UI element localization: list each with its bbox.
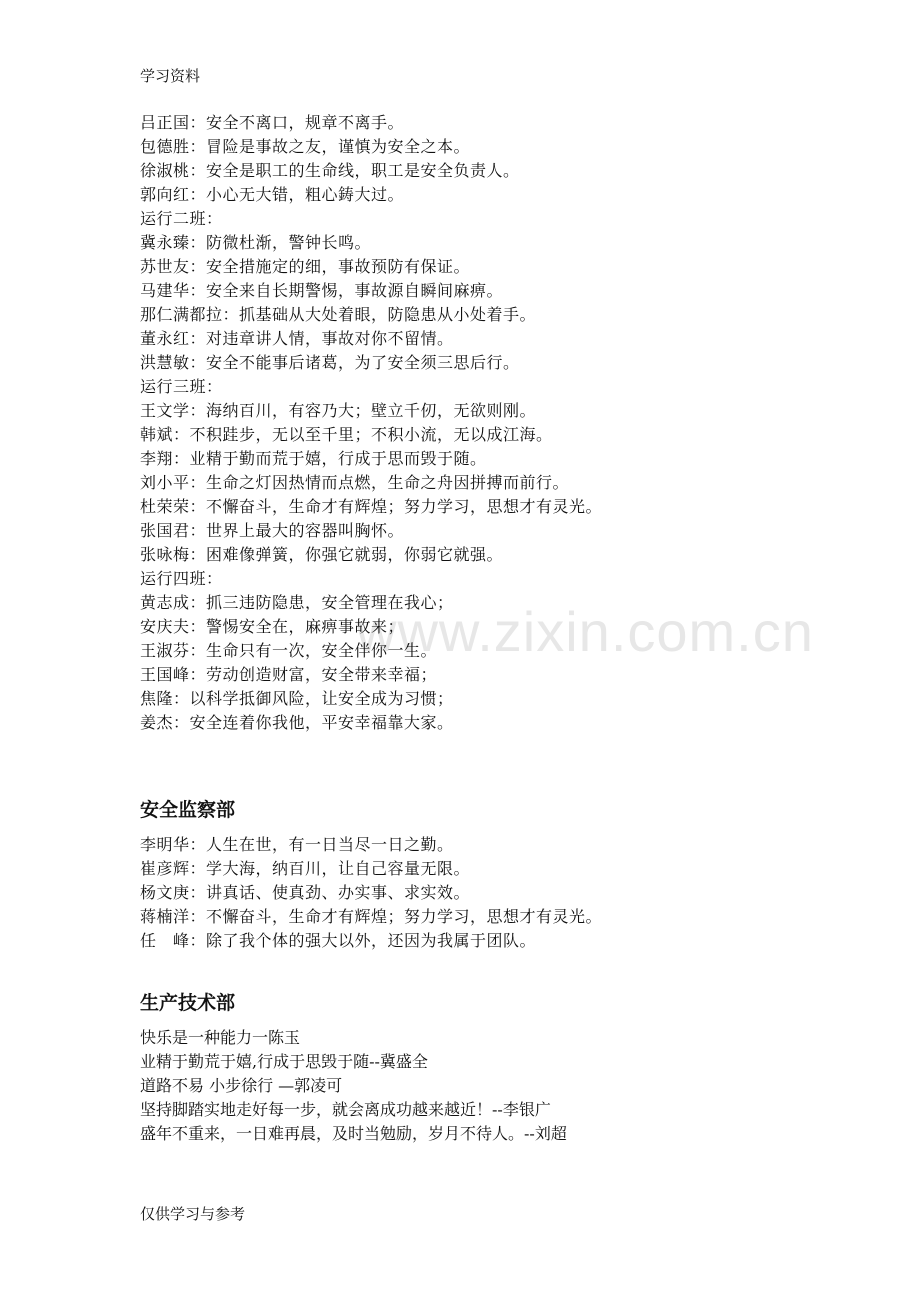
top-quote-list <box>140 111 880 735</box>
quote-line: 李明华：人生在世，有一日当尽一日之勤。 <box>140 835 454 854</box>
quote-line: 那仁满都拉：抓基础从大处着眼，防隐患从小处着手。 <box>140 305 537 324</box>
quote-line: 焦隆：以科学抵御风险，让安全成为习惯； <box>140 689 454 708</box>
quote-line: 快乐是一种能力一陈玉 <box>140 1028 301 1047</box>
quote-line: 李翔：业精于勤而荒于嬉，行成于思而毁于随。 <box>140 449 487 468</box>
quote-line: 安庆夫：警惕安全在，麻痹事故来； <box>140 617 405 636</box>
quote-line: 盛年不重来，一日难再晨，及时当勉励，岁月不待人。--刘超 <box>140 1124 567 1143</box>
group-label: 运行四班： <box>140 569 223 588</box>
quote-line: 包德胜：冒险是事故之友，谨慎为安全之本。 <box>140 137 471 156</box>
watermark: www.zixin.com.cn <box>356 600 814 663</box>
page-footer: 仅供学习与参考 <box>140 1205 246 1223</box>
quote-line: 道路不易 小步徐行 —郭凌可 <box>140 1076 343 1095</box>
group-label: 运行三班： <box>140 377 223 396</box>
safety-quote-list <box>140 833 880 953</box>
group-label: 运行二班： <box>140 209 223 228</box>
quote-line: 蒋楠洋：不懈奋斗，生命才有辉煌；努力学习，思想才有灵光。 <box>140 907 603 926</box>
quote-line: 王文学：海纳百川，有容乃大；壁立千仞，无欲则刚。 <box>140 401 537 420</box>
quote-line: 董永红：对违章讲人情，事故对你不留情。 <box>140 329 454 348</box>
quote-line: 姜杰：安全连着你我他，平安幸福靠大家。 <box>140 713 454 732</box>
quote-line: 杨文庚：讲真话、使真劲、办实事、求实效。 <box>140 883 471 902</box>
quote-line: 刘小平：生命之灯因热情而点燃，生命之舟因拼搏而前行。 <box>140 473 570 492</box>
quote-line: 韩斌：不积跬步，无以至千里；不积小流，无以成江海。 <box>140 425 553 444</box>
quote-line: 任 峰：除了我个体的强大以外，还因为我属于团队。 <box>140 931 537 950</box>
section-heading-tech: 生产技术部 <box>140 992 236 1014</box>
quote-line: 洪慧敏：安全不能事后诸葛，为了安全须三思后行。 <box>140 353 520 372</box>
quote-line: 业精于勤荒于嬉,行成于思毁于随--冀盛全 <box>140 1052 428 1071</box>
quote-line: 马建华：安全来自长期警惕，事故源自瞬间麻痹。 <box>140 281 504 300</box>
quote-line: 张国君：世界上最大的容器叫胸怀。 <box>140 521 405 540</box>
quote-line: 杜荣荣：不懈奋斗，生命才有辉煌；努力学习，思想才有灵光。 <box>140 497 603 516</box>
quote-line: 冀永臻：防微杜渐，警钟长鸣。 <box>140 233 372 252</box>
quote-line: 吕正国：安全不离口，规章不离手。 <box>140 113 405 132</box>
quote-line: 张咏梅：困难像弹簧，你强它就弱，你弱它就强。 <box>140 545 504 564</box>
section-heading-safety: 安全监察部 <box>140 799 236 821</box>
tech-quote-list <box>140 1026 880 1146</box>
quote-line: 黄志成：抓三违防隐患，安全管理在我心； <box>140 593 454 612</box>
quote-line: 王国峰：劳动创造财富，安全带来幸福； <box>140 665 438 684</box>
quote-line: 苏世友：安全措施定的细，事故预防有保证。 <box>140 257 471 276</box>
quote-line: 坚持脚踏实地走好每一步，就会离成功越来越近！--李银广 <box>140 1100 551 1119</box>
quote-line: 郭向红：小心无大错，粗心鋳大过。 <box>140 185 405 204</box>
page-header: 学习资料 <box>140 67 201 85</box>
quote-line: 崔彦辉：学大海，纳百川，让自己容量无限。 <box>140 859 471 878</box>
quote-line: 徐淑桃：安全是职工的生命线，职工是安全负责人。 <box>140 161 520 180</box>
quote-line: 王淑芬：生命只有一次，安全伴你一生。 <box>140 641 438 660</box>
